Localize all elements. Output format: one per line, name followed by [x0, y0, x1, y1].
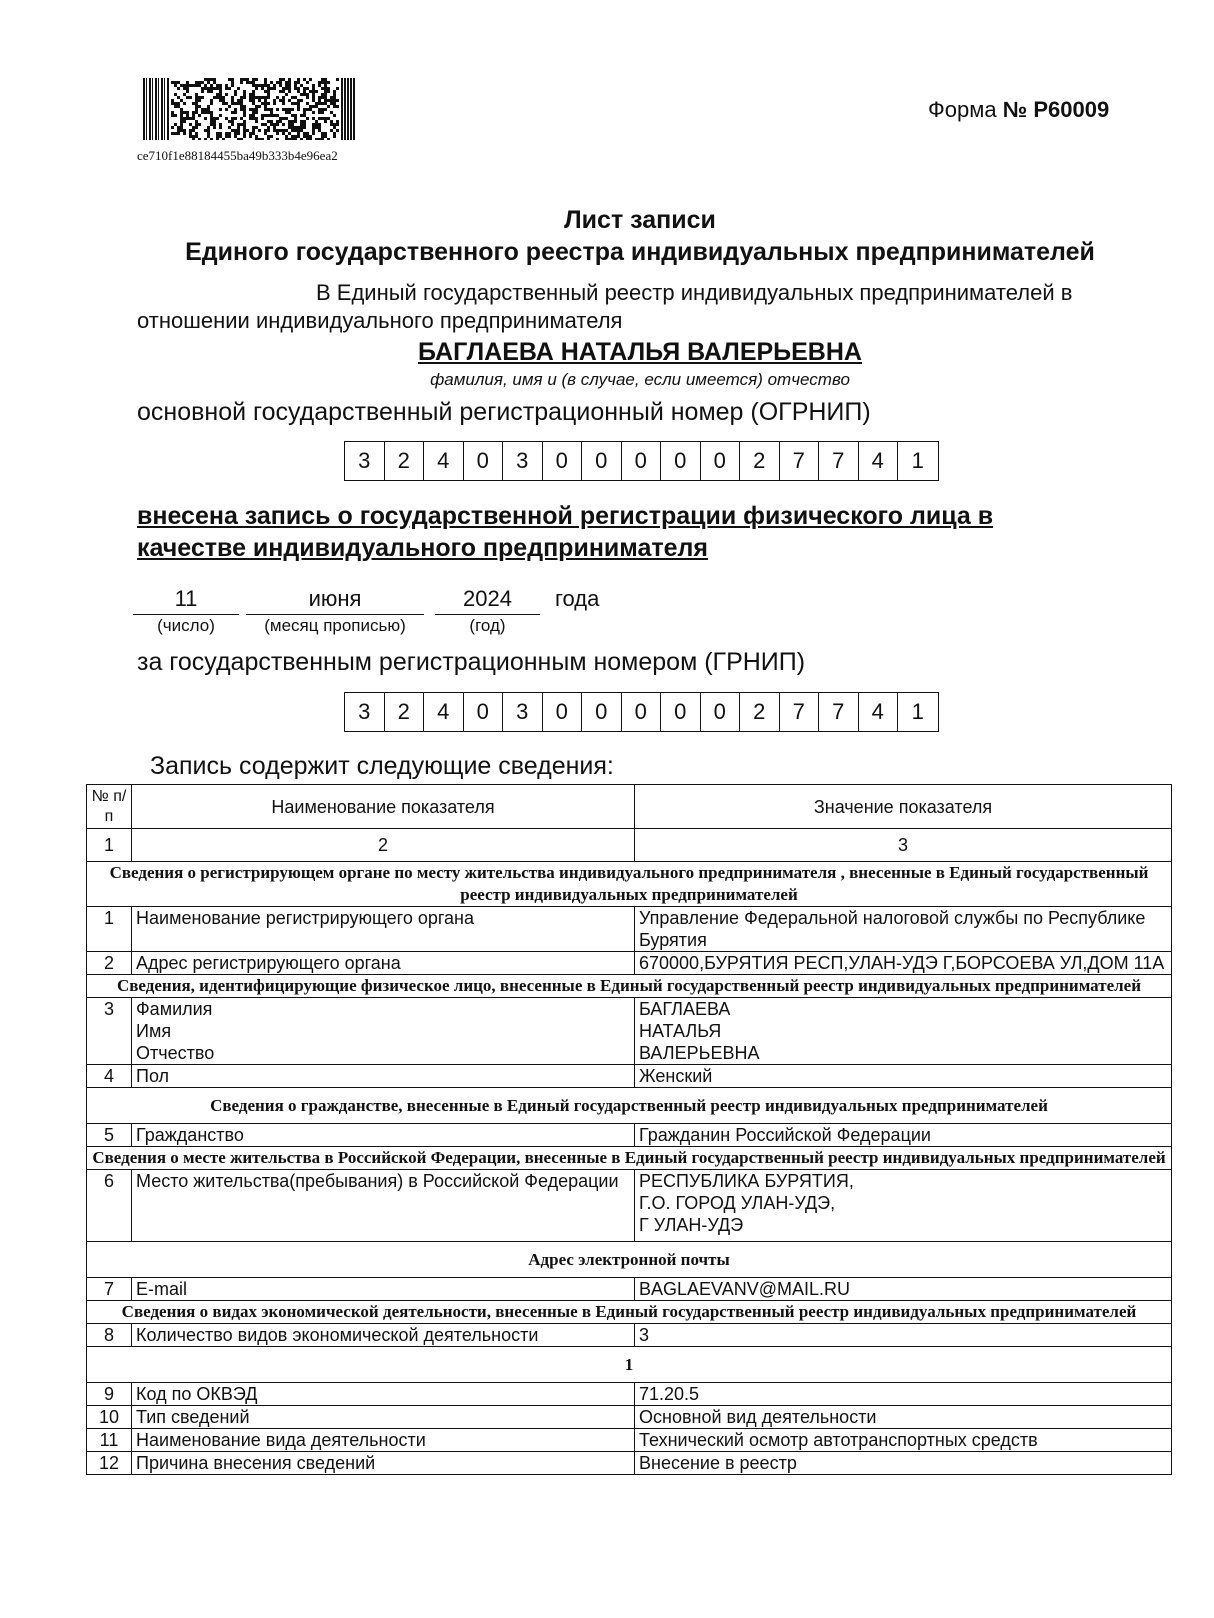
section-title: Сведения о гражданстве, внесенные в Единый государственный реестр индивидуальных предпринимателей — [87, 1088, 1172, 1124]
row-number: 9 — [87, 1383, 132, 1406]
row-value-patronymic: ВАЛЕРЬЕВНА — [639, 1043, 760, 1063]
row-value-line2: Г.О. ГОРОД УЛАН-УДЭ, — [639, 1193, 836, 1213]
table-row — [87, 1383, 1172, 1406]
date-day-caption: (число) — [157, 616, 215, 635]
row-name-surname: Фамилия — [136, 999, 213, 1019]
row-value-line1: РЕСПУБЛИКА БУРЯТИЯ, — [639, 1171, 854, 1191]
ogrnip-digit: 3 — [503, 442, 543, 480]
date-day: 11 — [133, 586, 239, 615]
col-number-3: 3 — [635, 829, 1172, 862]
row-name-first: Имя — [136, 1021, 172, 1041]
row-value: Женский — [635, 1065, 1172, 1088]
grnip-digit: 0 — [661, 693, 701, 731]
grnip-digit: 0 — [464, 693, 504, 731]
grnip-digit: 7 — [819, 693, 859, 731]
row-value — [635, 1170, 1172, 1242]
section-row — [87, 1347, 1172, 1383]
ogrnip-digit: 0 — [543, 442, 583, 480]
ogrnip-digit: 4 — [859, 442, 899, 480]
row-value: BAGLAEVANV@MAIL.RU — [635, 1278, 1172, 1301]
section-row — [87, 1242, 1172, 1278]
ogrnip-digit: 0 — [622, 442, 662, 480]
ogrnip-digit: 2 — [740, 442, 780, 480]
date-month-caption: (месяц прописью) — [264, 616, 406, 635]
row-value — [635, 998, 1172, 1065]
section-title: Сведения о видах экономической деятельности, внесенные в Единый государственный реестр индивидуальных предпринимателей — [87, 1301, 1172, 1324]
grnip-digit: 0 — [701, 693, 741, 731]
ogrnip-digit: 7 — [780, 442, 820, 480]
table-row — [87, 998, 1172, 1065]
row-name-patronymic: Отчество — [136, 1043, 215, 1063]
row-number: 2 — [87, 952, 132, 975]
records-table — [86, 784, 1172, 1475]
grnip-digit: 4 — [859, 693, 899, 731]
grnip-digit: 0 — [622, 693, 662, 731]
table-row — [87, 1065, 1172, 1088]
ogrnip-digit: 3 — [345, 442, 385, 480]
ogrnip-digit: 0 — [582, 442, 622, 480]
date-year: 2024 — [435, 586, 540, 615]
table-row — [87, 1278, 1172, 1301]
title-line2: Единого государственного реестра индивидуальных предпринимателей — [185, 238, 1095, 266]
header-num: № п/п — [87, 785, 132, 829]
section-title: Сведения о месте жительства в Российской Федерации, внесенные в Единый государственный реестр индивидуальных предпринимателей — [87, 1147, 1172, 1170]
row-name: Причина внесения сведений — [132, 1452, 635, 1475]
col-number-1: 1 — [87, 829, 132, 862]
section-title: Сведения о регистрирующем органе по месту жительства индивидуального предпринимателя , внесенные в Единый государственный реестр индивидуальных предпринимателей — [87, 862, 1172, 907]
grnip-digit: 0 — [543, 693, 583, 731]
ogrnip-digit: 4 — [424, 442, 464, 480]
section-row — [87, 862, 1172, 907]
grnip-label: за государственным регистрационным номером (ГРНИП) — [137, 648, 806, 676]
ogrnip-digit: 0 — [661, 442, 701, 480]
row-value: Управление Федеральной налоговой службы по Республике Бурятия — [635, 907, 1172, 952]
row-number: 8 — [87, 1324, 132, 1347]
row-value: 670000,БУРЯТИЯ РЕСП,УЛАН-УДЭ Г,БОРСОЕВА УЛ,ДОМ 11А — [635, 952, 1172, 975]
row-name: Наименование регистрирующего органа — [132, 907, 635, 952]
row-number: 7 — [87, 1278, 132, 1301]
table-row — [87, 952, 1172, 975]
person-caption: фамилия, имя и (в случае, если имеется) отчество — [430, 370, 850, 389]
date-year-caption: (год) — [469, 616, 506, 635]
row-name: Гражданство — [132, 1124, 635, 1147]
ogrnip-digit: 0 — [701, 442, 741, 480]
section-row — [87, 1147, 1172, 1170]
section-title: Сведения, идентифицирующие физическое лицо, внесенные в Единый государственный реестр индивидуальных предпринимателей — [87, 975, 1172, 998]
row-name: Тип сведений — [132, 1406, 635, 1429]
contents-label: Запись содержит следующие сведения: — [150, 752, 614, 780]
date-month: июня — [246, 586, 424, 615]
row-name — [132, 998, 635, 1065]
row-value: Гражданин Российской Федерации — [635, 1124, 1172, 1147]
section-row — [87, 975, 1172, 998]
record-type: внесена запись о государственной регистрации физического лица в качестве индивидуального предпринимателя — [137, 502, 994, 562]
section-title: Адрес электронной почты — [87, 1242, 1172, 1278]
section-row — [87, 1301, 1172, 1324]
grnip-digits — [344, 692, 939, 732]
table-row — [87, 1170, 1172, 1242]
row-name: Пол — [132, 1065, 635, 1088]
table-row — [87, 1452, 1172, 1475]
row-number: 5 — [87, 1124, 132, 1147]
grnip-digit: 1 — [911, 699, 924, 724]
row-name: Код по ОКВЭД — [132, 1383, 635, 1406]
section-title: 1 — [87, 1347, 1172, 1383]
table-row — [87, 907, 1172, 952]
intro-line1: В Единый государственный реестр индивидуальных предпринимателей в — [316, 280, 1073, 305]
grnip-digit: 0 — [582, 693, 622, 731]
grnip-digit: 3 — [345, 693, 385, 731]
row-name: E-mail — [132, 1278, 635, 1301]
table-header-row — [87, 785, 1172, 829]
section-row — [87, 1088, 1172, 1124]
ogrnip-digits — [344, 441, 939, 481]
col-number-2: 2 — [132, 829, 635, 862]
row-number: 6 — [87, 1170, 132, 1242]
form-prefix: Форма — [928, 97, 997, 122]
row-name: Наименование вида деятельности — [132, 1429, 635, 1452]
barcode-code: ce710f1e88184455ba49b333b4e96ea2 — [137, 148, 338, 163]
row-value: 3 — [635, 1324, 1172, 1347]
row-number: 4 — [87, 1065, 132, 1088]
grnip-digit: 3 — [503, 693, 543, 731]
table-row — [87, 1324, 1172, 1347]
row-name: Количество видов экономической деятельности — [132, 1324, 635, 1347]
form-number — [928, 97, 1109, 123]
ogrnip-digit: 1 — [911, 448, 924, 473]
title-line1: Лист записи — [564, 206, 716, 234]
header-value: Значение показателя — [635, 785, 1172, 829]
grnip-digit: 7 — [780, 693, 820, 731]
table-row — [87, 1406, 1172, 1429]
row-number: 11 — [87, 1429, 132, 1452]
row-value: Технический осмотр автотранспортных средств — [635, 1429, 1172, 1452]
row-name: Место жительства(пребывания) в Российской Федерации — [132, 1170, 635, 1242]
person-name: БАГЛАЕВА НАТАЛЬЯ ВАЛЕРЬЕВНА — [418, 338, 862, 366]
row-number: 10 — [87, 1406, 132, 1429]
table-row — [87, 1124, 1172, 1147]
row-value-first: НАТАЛЬЯ — [639, 1021, 722, 1041]
grnip-digit: 4 — [424, 693, 464, 731]
row-value-line3: Г УЛАН-УДЭ — [639, 1215, 744, 1235]
barcode — [143, 78, 355, 140]
ogrnip-digit: 0 — [464, 442, 504, 480]
header-name: Наименование показателя — [132, 785, 635, 829]
row-value-surname: БАГЛАЕВА — [639, 999, 731, 1019]
row-name: Адрес регистрирующего органа — [132, 952, 635, 975]
grnip-digit: 2 — [740, 693, 780, 731]
row-number: 1 — [87, 907, 132, 952]
row-value: Основной вид деятельности — [635, 1406, 1172, 1429]
row-value: 71.20.5 — [635, 1383, 1172, 1406]
form-number-value: № Р60009 — [1002, 97, 1110, 122]
table-row — [87, 1429, 1172, 1452]
column-numbers-row — [87, 829, 1172, 862]
ogrnip-digit: 2 — [385, 442, 425, 480]
date-year-word: года — [555, 586, 600, 611]
grnip-digit: 2 — [385, 693, 425, 731]
row-value: Внесение в реестр — [635, 1452, 1172, 1475]
ogrnip-label: основной государственный регистрационный номер (ОГРНИП) — [137, 398, 871, 426]
row-number: 12 — [87, 1452, 132, 1475]
row-number: 3 — [87, 998, 132, 1065]
intro-line2: отношении индивидуального предпринимателя — [137, 308, 623, 333]
ogrnip-digit: 7 — [819, 442, 859, 480]
